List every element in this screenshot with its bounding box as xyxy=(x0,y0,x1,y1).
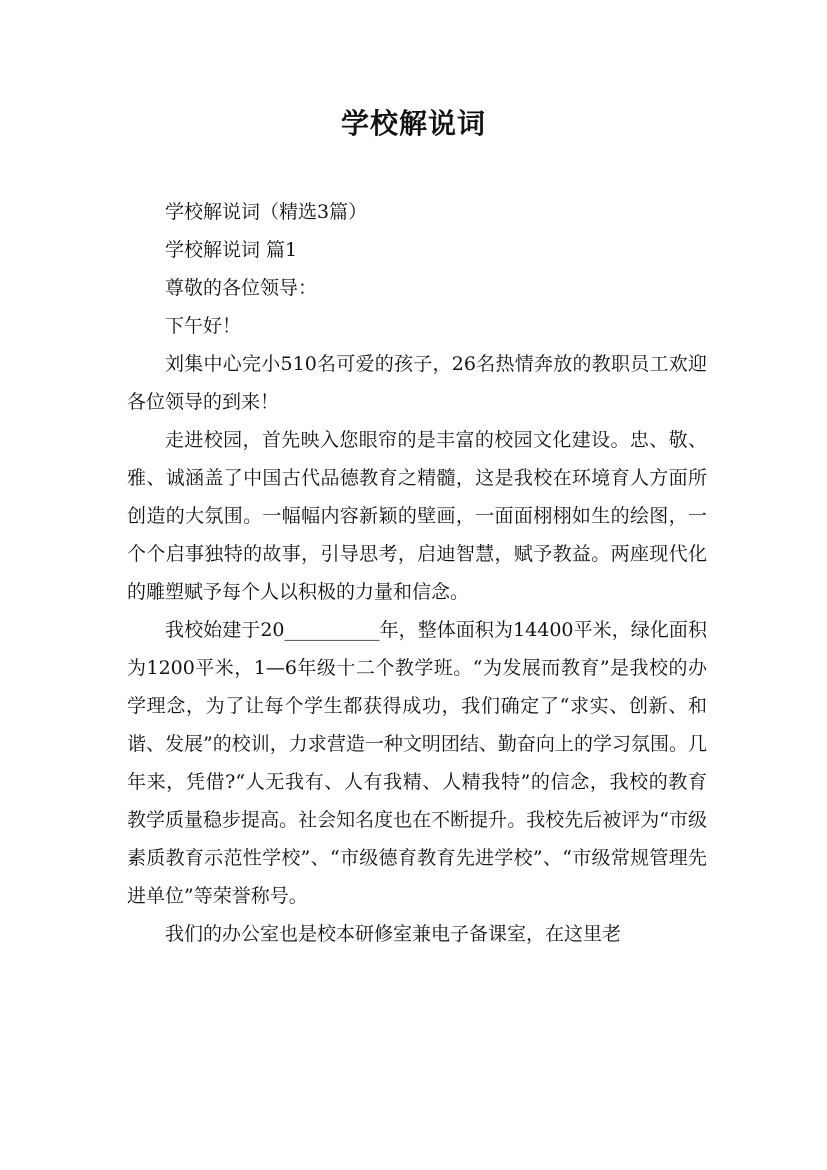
paragraph-section-heading: 学校解说词 篇1 xyxy=(165,239,298,261)
paragraph-school-history: 我校始建于20__________年，整体面积为14400平米，绿化面积为1200平米，1—6年级十二个教学班。“为发展而教育”是我校的办学理念，为了让每个学生都获得成功，我们确定了“求实、创新、和谐、发展”的校训，力求营造一种文明团结、勤奋向上的学习氛围。几年来，凭借?“人无我有、人有我精、人精我特”的信念，我校的教育教学质量稳步提高。社会知名度也在不断提升。我校先后被评为“市级素质教育示范性学校”、“市级德育教育先进学校”、“市级常规管理先进单位”等荣誉称号。 xyxy=(127,619,707,907)
paragraph-salutation: 尊敬的各位领导： xyxy=(165,277,318,299)
paragraph-office: 我们的办公室也是校本研修室兼电子备课室，在这里老 xyxy=(165,923,622,945)
paragraph-greeting: 下午好！ xyxy=(165,315,242,337)
paragraph-campus-culture: 走进校园，首先映入您眼帘的是丰富的校园文化建设。忠、敬、雅、诚涵盖了中国古代品德教育之精髓，这是我校在环境育人方面所创造的大氛围。一幅幅内容新颖的壁画，一面面栩栩如生的绘图，一个个启事独特的故事，引导思考，启迪智慧，赋予教益。两座现代化的雕塑赋予每个人以积极的力量和信念。 xyxy=(127,429,707,603)
paragraph-welcome: 刘集中心完小510名可爱的孩子，26名热情奔放的教职员工欢迎各位领导的到来！ xyxy=(127,353,707,413)
document-body xyxy=(127,193,707,953)
paragraph-subtitle: 学校解说词（精选3篇） xyxy=(165,201,368,223)
document-title: 学校解说词 xyxy=(340,107,486,140)
